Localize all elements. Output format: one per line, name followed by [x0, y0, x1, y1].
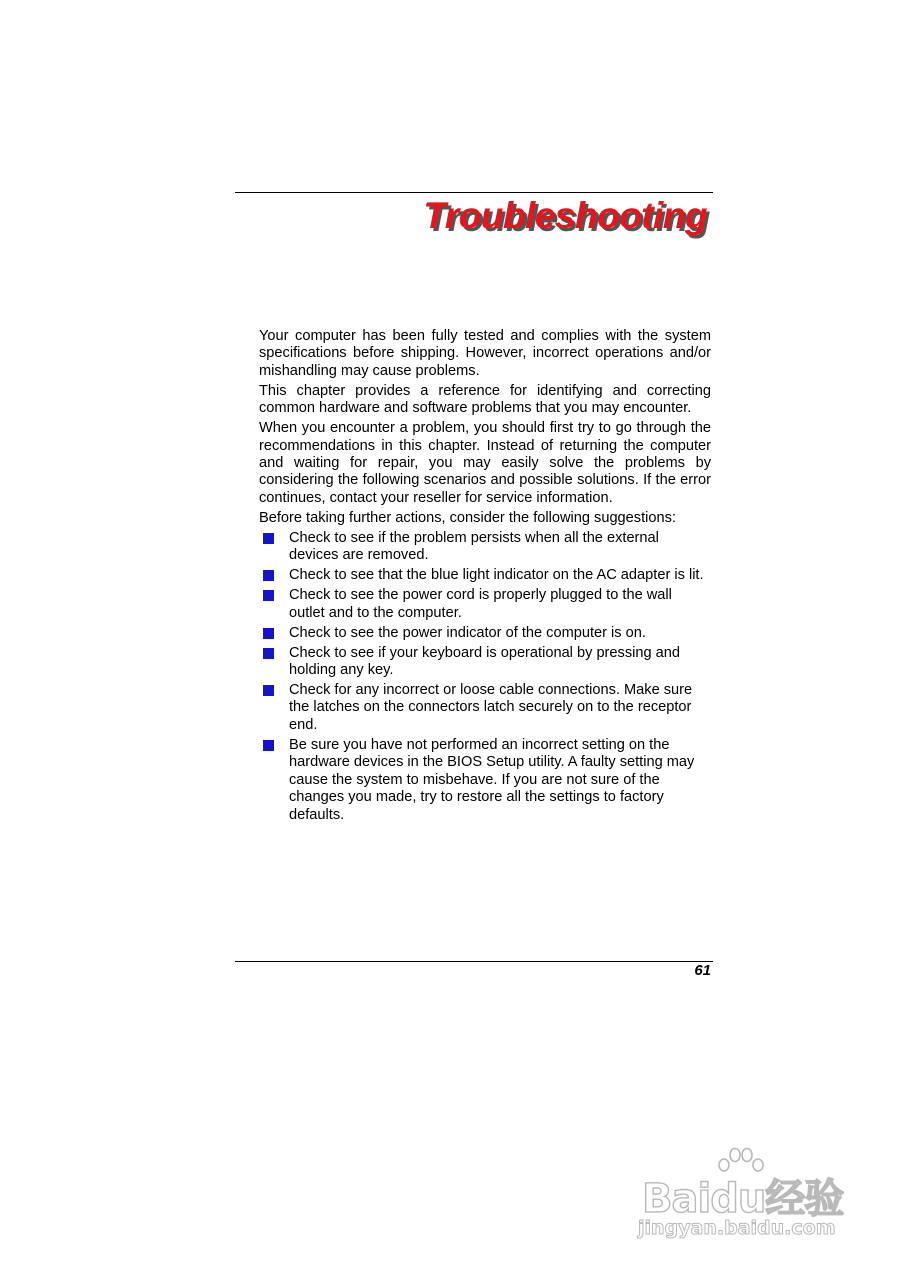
list-item — [259, 567, 711, 584]
square-bullet-icon — [263, 740, 274, 751]
suggestion-list — [259, 530, 711, 824]
list-item — [259, 530, 711, 565]
suggestion-text: Check to see if your keyboard is operational by pressing and holding any key. — [289, 644, 681, 679]
square-bullet-icon — [263, 533, 274, 544]
square-bullet-icon — [263, 685, 274, 696]
list-item — [259, 645, 711, 680]
suggestion-text: Check for any incorrect or loose cable connections. Make sure the latches on the connectors latch securely on to the receptor end. — [289, 682, 693, 733]
chapter-body — [259, 328, 711, 827]
bottom-rule — [235, 961, 713, 962]
suggestion-text: Check to see if the problem persists when all the external devices are removed. — [289, 529, 659, 564]
list-item — [259, 737, 711, 824]
intro-paragraph: This chapter provides a reference for identifying and correcting common hardware and software problems that you may encounter. — [259, 382, 711, 417]
square-bullet-icon — [263, 628, 274, 639]
list-item — [259, 587, 711, 622]
suggestion-text: Be sure you have not performed an incorrect setting on the hardware devices in the BIOS Setup utility. A faulty setting may cause the system to misbehave. If you are not sure of the changes you made, try to restore all the settings to factory defaults. — [289, 736, 695, 823]
suggestion-text: Check to see the power indicator of the computer is on. — [289, 624, 646, 641]
top-rule — [235, 192, 713, 193]
intro-paragraph: Your computer has been fully tested and complies with the system specifications before shipping. However, incorrect operations and/or mishandling may cause problems. — [259, 328, 711, 379]
suggestions-lead: Before taking further actions, consider the following suggestions: — [259, 509, 676, 526]
suggestion-text: Check to see the power cord is properly plugged to the wall outlet and to the computer. — [289, 587, 672, 621]
baidu-watermark — [638, 1155, 848, 1250]
list-item — [259, 625, 711, 642]
chapter-title: Troubleshooting — [423, 195, 707, 236]
list-item — [259, 682, 711, 734]
square-bullet-icon — [263, 590, 274, 601]
intro-paragraph: When you encounter a problem, you should first try to go through the recommendations in this chapter. Instead of returning the computer and waiting for repair, you may easily solve the problems by considering the following scenarios and possible solutions. If the error continues, contact your reseller for service information. — [259, 420, 711, 506]
square-bullet-icon — [263, 648, 274, 659]
watermark-url: jingyan.baidu.com — [638, 1217, 836, 1239]
watermark-logo-text: Baidu经验 — [642, 1176, 844, 1222]
suggestion-text: Check to see that the blue light indicator on the AC adapter is lit. — [289, 567, 704, 584]
page-number: 61 — [694, 962, 711, 979]
square-bullet-icon — [263, 570, 274, 581]
